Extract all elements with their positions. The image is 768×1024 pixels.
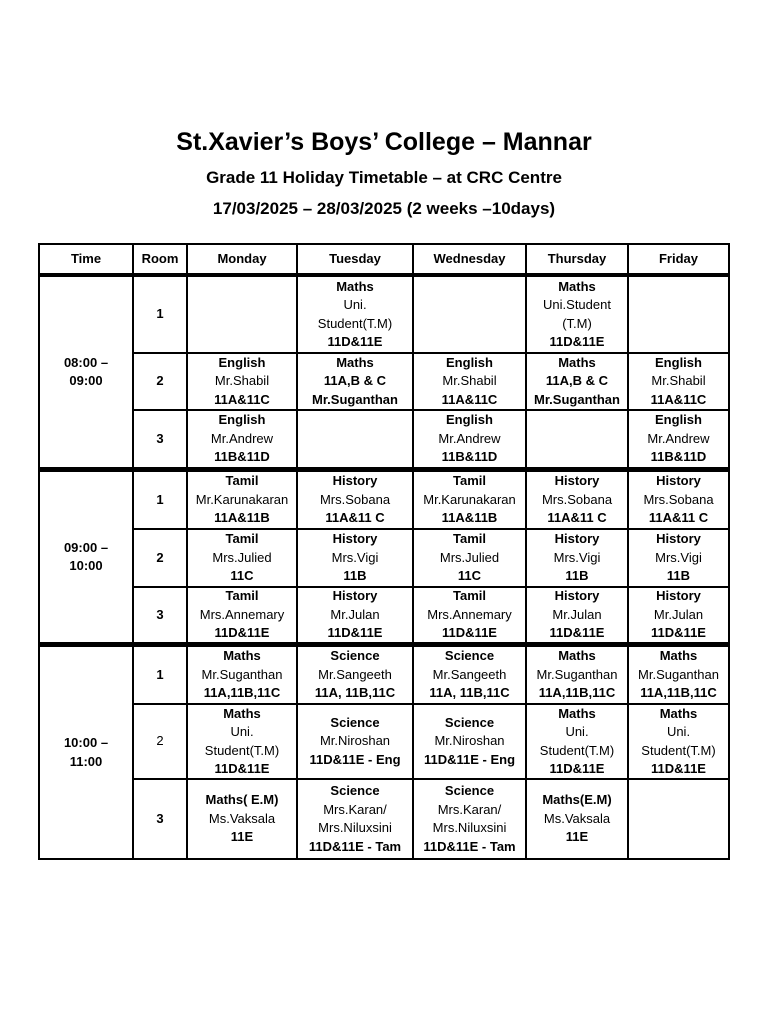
class-line: Maths [558, 705, 596, 721]
class-line: 11A,B & C [545, 373, 609, 389]
class-line: 11D&11E - Eng [309, 751, 401, 767]
class-cell [188, 588, 296, 642]
class-cell [188, 354, 296, 409]
class-line: Mr.Niroshan [319, 733, 391, 749]
class-line: Ms.Vaksala [543, 810, 611, 826]
room-number: 2 [134, 705, 186, 778]
class-cell [414, 411, 525, 467]
class-cell [414, 277, 525, 352]
class-line: Student(T.M) [204, 742, 280, 758]
class-cell [629, 588, 728, 642]
class-line: English [218, 412, 266, 428]
class-line: 11D&11E [327, 334, 383, 349]
class-line: Mr.Niroshan [434, 733, 505, 749]
class-line: Mr.Sangeeth [432, 666, 507, 682]
column-header-time: Time [40, 245, 132, 273]
class-line: Ms.Vaksala [208, 810, 276, 826]
class-line: Mr.Shabil [442, 373, 497, 389]
class-cell [188, 472, 296, 528]
class-line: Mrs.Annemary [199, 606, 285, 622]
class-cell [629, 647, 728, 703]
class-line: Maths [223, 705, 261, 721]
class-cell [188, 647, 296, 703]
class-line: 11A&11C [650, 391, 707, 407]
class-line: 11C [230, 568, 254, 584]
class-line: 11B [666, 568, 691, 584]
column-header-monday: Monday [188, 245, 296, 273]
class-line: Tamil [225, 473, 259, 489]
class-line: Mr.Julan [330, 606, 380, 622]
class-line: 11A&11B [441, 510, 498, 526]
class-line: 11B [565, 568, 589, 584]
class-line: Mr.Suganthan [536, 666, 618, 682]
class-line: Maths [558, 648, 596, 664]
class-line: English [655, 412, 702, 428]
room-number: 2 [134, 530, 186, 586]
class-line: 11A,11B,11C [203, 685, 281, 701]
class-line: Mrs.Niluxsini [318, 820, 392, 835]
class-cell [298, 647, 412, 703]
class-line: 11A&11C [441, 391, 498, 407]
class-line: 11D&11E [549, 761, 605, 776]
room-number: 3 [134, 411, 186, 467]
class-line: 11E [230, 829, 254, 845]
class-line: English [655, 354, 702, 370]
class-line: 11A&11 C [325, 510, 385, 526]
class-cell [629, 411, 728, 467]
class-line: Uni. [666, 724, 691, 739]
class-cell [298, 472, 412, 528]
class-cell [527, 277, 627, 352]
column-header-friday: Friday [629, 245, 728, 273]
class-line: Mr.Karunakaran [195, 491, 289, 507]
class-line: 11D&11E [214, 625, 270, 641]
class-line: Science [444, 783, 495, 798]
class-line: (T.M) [562, 315, 592, 331]
room-number: 3 [134, 588, 186, 642]
time-label: 08:00 – [63, 354, 109, 370]
class-cell [629, 780, 728, 858]
class-line: Mr.Andrew [647, 430, 710, 446]
class-line: Science [444, 648, 495, 664]
class-line: Science [330, 714, 380, 730]
class-line: 11D&11E [549, 334, 605, 349]
class-line: 11D&11E [442, 625, 497, 641]
class-cell [188, 780, 296, 858]
class-line: Mrs.Annemary [427, 606, 512, 622]
class-cell [527, 354, 627, 409]
class-line: Mr.Suganthan [534, 391, 620, 407]
class-line: Science [330, 783, 380, 798]
class-cell [298, 411, 412, 467]
room-number: 3 [134, 780, 186, 858]
class-line: 11B&11D [214, 449, 270, 465]
class-cell [188, 530, 296, 586]
class-line: Mr.Suganthan [201, 666, 283, 682]
column-header-wednesday: Wednesday [414, 245, 525, 273]
class-line: 11A&11 C [547, 510, 607, 526]
class-cell [414, 647, 525, 703]
class-line: Tamil [453, 473, 486, 489]
class-line: Maths [223, 648, 261, 664]
class-cell [527, 411, 627, 467]
class-line: Uni. [565, 724, 589, 739]
class-line: Science [330, 648, 380, 664]
class-line: History [332, 473, 378, 489]
class-line: Science [444, 714, 495, 730]
class-cell [527, 588, 627, 642]
time-label: 11:00 [69, 753, 103, 769]
class-cell [414, 780, 525, 858]
room-number: 1 [134, 277, 186, 352]
class-line: Maths [336, 278, 374, 294]
class-line: English [446, 354, 493, 370]
class-line: Mr.Julan [552, 606, 602, 622]
college-title: St.Xavier’s Boys’ College – Mannar [176, 128, 592, 156]
class-line: 11A&11C [214, 391, 270, 407]
class-line: 11B [343, 568, 367, 584]
class-line: Student(T.M) [641, 742, 716, 758]
class-line: Mrs.Sobana [541, 491, 613, 507]
class-line: Mrs.Julied [212, 549, 272, 565]
class-line: Tamil [225, 588, 259, 604]
class-line: Maths [558, 354, 596, 370]
class-cell [414, 472, 525, 528]
timetable-grid [38, 243, 730, 860]
class-line: History [554, 531, 600, 547]
class-line: 11A&11B [214, 510, 270, 526]
class-line: History [332, 588, 378, 604]
time-label: 10:00 – [63, 735, 109, 750]
class-cell [414, 705, 525, 778]
class-line: Mr.Sangeeth [318, 666, 392, 682]
class-line: Mrs.Julied [439, 549, 500, 565]
time-label: 10:00 [69, 558, 103, 573]
class-cell [298, 780, 412, 858]
class-line: Mr.Karunakaran [423, 491, 516, 507]
column-header-thursday: Thursday [527, 245, 627, 273]
class-line: 11D&11E - Tam [423, 838, 516, 854]
class-cell [298, 588, 412, 642]
class-cell [629, 705, 728, 778]
class-line: Mr.Julan [653, 606, 704, 622]
time-slot [40, 647, 132, 858]
class-line: Mrs.Niluxsini [432, 820, 507, 835]
class-line: 11A&11 C [648, 510, 709, 526]
room-number: 1 [134, 647, 186, 703]
class-line: Tamil [453, 531, 486, 547]
class-line: History [656, 473, 701, 489]
class-line: 11A, 11B,11C [314, 685, 396, 701]
class-cell [527, 530, 627, 586]
class-line: Mrs.Vigi [331, 549, 379, 565]
class-line: English [446, 412, 493, 428]
time-slot [40, 472, 132, 642]
class-line: 11D&11E [327, 625, 383, 641]
class-cell [414, 588, 525, 642]
class-line: Maths [659, 648, 698, 664]
class-cell [414, 354, 525, 409]
class-line: Maths( E.M) [205, 792, 279, 808]
class-line: History [554, 473, 600, 489]
class-line: Mr.Shabil [651, 373, 706, 389]
class-line: 11D&11E - Tam [308, 838, 402, 854]
class-line: History [656, 531, 701, 547]
class-cell [629, 277, 728, 352]
class-cell [527, 472, 627, 528]
class-line: 11A,11B,11C [640, 685, 717, 701]
class-cell [527, 780, 627, 858]
class-cell [629, 354, 728, 409]
class-line: Student(T.M) [317, 315, 393, 331]
class-line: Maths(E.M) [542, 792, 612, 808]
class-line: 11B&11D [441, 449, 498, 465]
class-line: 11D&11E - Eng [423, 751, 516, 767]
class-line: Mrs.Vigi [553, 549, 601, 565]
class-line: Uni. [343, 297, 367, 312]
column-header-room: Room [134, 245, 186, 273]
date-range: 17/03/2025 – 28/03/2025 (2 weeks –10days) [212, 199, 556, 218]
room-number: 2 [134, 354, 186, 409]
class-line: 11C [457, 568, 482, 584]
class-line: History [656, 588, 701, 604]
column-header-tuesday: Tuesday [298, 245, 412, 273]
class-cell [188, 277, 296, 352]
class-line: 11D&11E [214, 761, 270, 776]
class-line: English [218, 354, 266, 370]
time-label: 09:00 – [63, 539, 109, 555]
class-cell [188, 705, 296, 778]
class-cell [188, 411, 296, 467]
class-line: Mr.Suganthan [312, 391, 398, 407]
class-line: History [554, 588, 600, 604]
room-number: 1 [134, 472, 186, 528]
class-line: Tamil [453, 588, 486, 604]
class-line: Maths [336, 354, 374, 370]
class-line: Mr.Andrew [210, 430, 274, 446]
class-line: Mrs.Karan/ [437, 801, 502, 817]
class-cell [629, 472, 728, 528]
class-line: Mrs.Vigi [655, 549, 702, 565]
time-slot [40, 277, 132, 467]
class-line: Uni. [230, 724, 254, 739]
class-line: History [332, 531, 378, 547]
class-line: 11A,B & C [323, 373, 387, 389]
class-line: 11A, 11B,11C [429, 685, 510, 701]
class-cell [298, 530, 412, 586]
time-label: 09:00 [69, 373, 103, 388]
class-line: Maths [659, 705, 698, 721]
class-line: 11E [565, 829, 589, 845]
timetable-subtitle: Grade 11 Holiday Timetable – at CRC Centre [206, 168, 562, 187]
class-cell [298, 354, 412, 409]
class-line: Student(T.M) [539, 742, 615, 758]
class-line: 11B&11D [650, 449, 707, 465]
class-line: Maths [558, 278, 596, 294]
class-cell [527, 705, 627, 778]
class-cell [298, 705, 412, 778]
class-line: Mrs.Sobana [643, 491, 714, 507]
class-cell [527, 647, 627, 703]
class-cell [298, 277, 412, 352]
class-line: Mr.Suganthan [638, 666, 719, 682]
class-cell [629, 530, 728, 586]
class-line: Mrs.Sobana [319, 491, 391, 507]
class-cell [414, 530, 525, 586]
class-line: 11D&11E [651, 761, 706, 776]
class-line: Mr.Shabil [214, 373, 270, 389]
class-line: Tamil [225, 531, 259, 547]
class-line: 11D&11E [651, 625, 706, 641]
class-line: Uni.Student [543, 297, 611, 312]
class-line: Mrs.Karan/ [323, 801, 387, 817]
class-line: 11A,11B,11C [538, 685, 616, 701]
class-line: 11D&11E [549, 625, 605, 641]
class-line: Mr.Andrew [438, 430, 501, 446]
